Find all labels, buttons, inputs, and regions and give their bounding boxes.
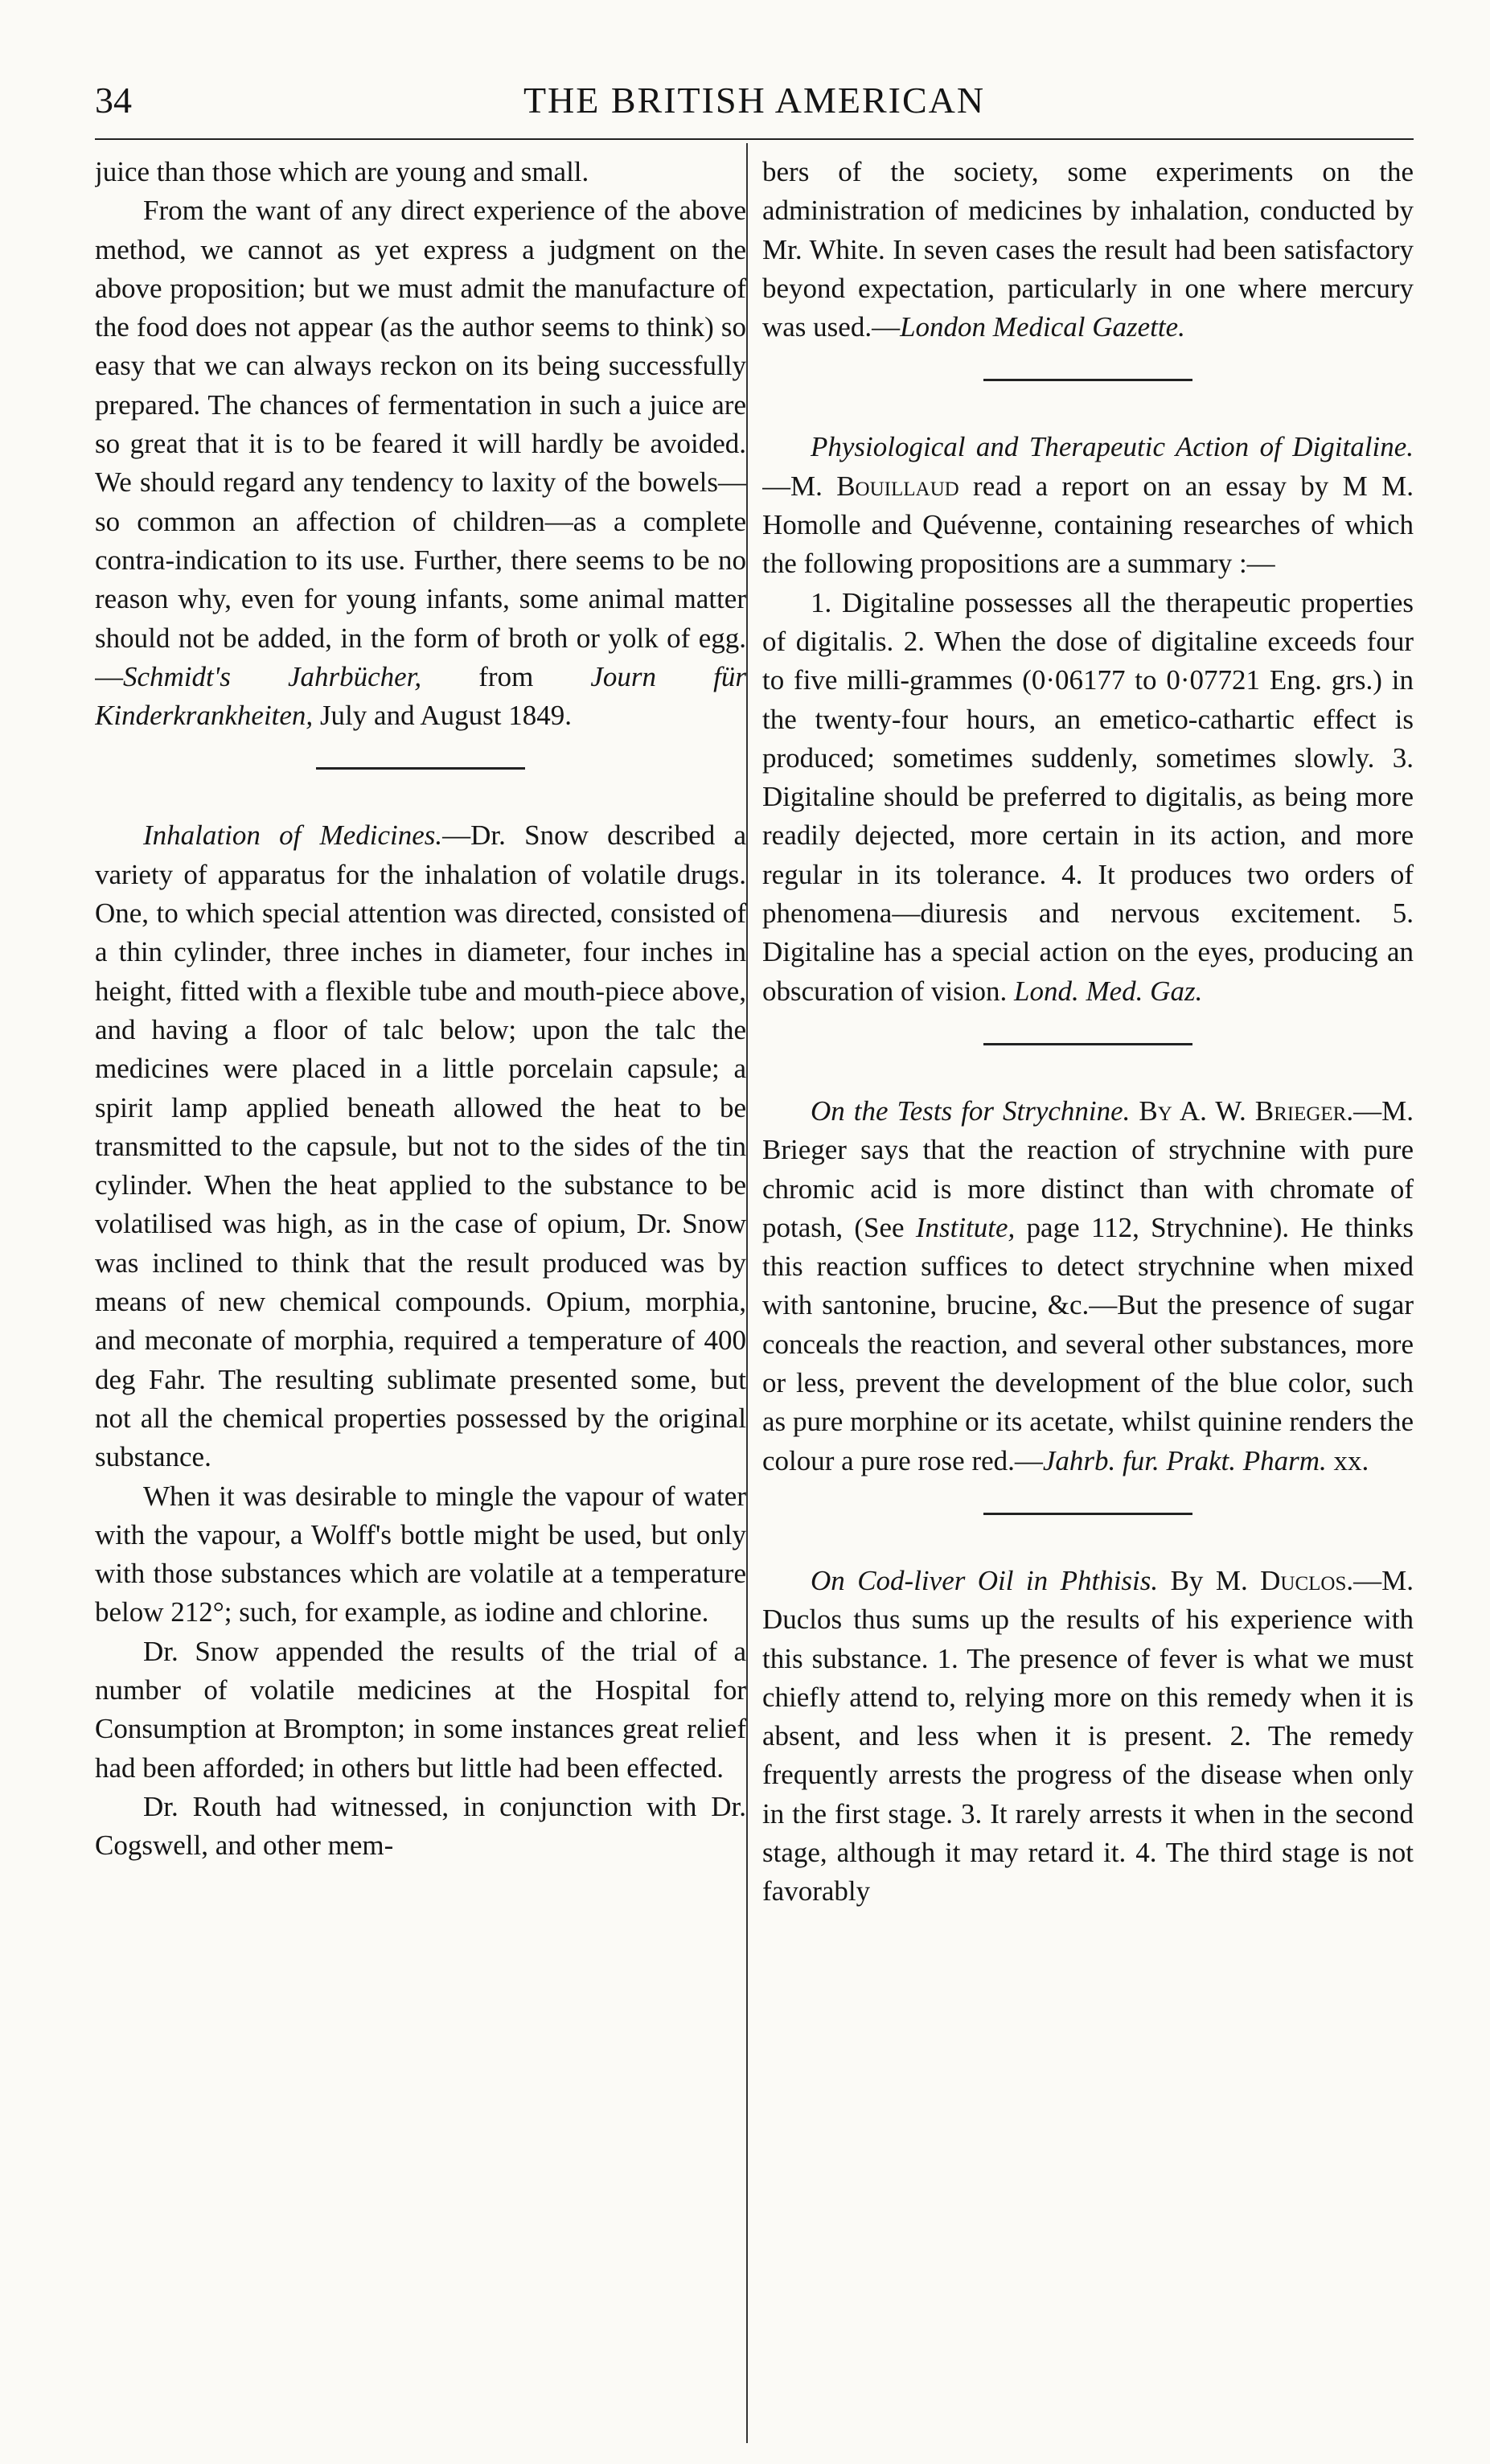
section-rule bbox=[983, 1043, 1192, 1045]
inhalation-paragraph-4: Dr. Routh had witnessed, in conjunction with Dr. Cogswell, and other mem- bbox=[95, 1790, 746, 1862]
food-commentary-paragraph bbox=[95, 191, 746, 735]
article-title-digitaline: Physiological and Therapeutic Action of Digitaline. bbox=[811, 431, 1414, 463]
strychnine-text-2: page 112, Strychnine). He thinks this reaction suffices to detect strychnine when mixed with santonine, brucine, &c.—But the presence of sugar conceals the reaction, and several other substances, more or less, prevent the development of the blue color, such as pure morphine or its acetate, whilst quinine renders the colour a pure rose red.— bbox=[762, 1211, 1414, 1476]
inhalation-paragraph-2: When it was desirable to mingle the vapour of water with the vapour, a Wolff's bottle might be used, but only with those substances which are volatile at a temperature below 212°; such, for example, as iodine and chlorine. bbox=[95, 1480, 746, 1628]
article-author: By A. W. Brieger. bbox=[1130, 1094, 1354, 1127]
strychnine-article-paragraph bbox=[762, 1092, 1414, 1480]
digitaline-propositions-text: 1. Digitaline possesses all the therapeutic properties of digitalis. 2. When the dose of digitaline exceeds four to five milli-grammes (0·06177 to 0·07721 Eng. grs.) in the twenty-four hours, an emetico-cathartic effect is produced; sometimes suddenly, sometimes slowly. 3. Digitaline should be preferred to digitalis, as being more readily dejected, more certain in its action, and more regular in its tolerance. 4. It produces two orders of phenomena—diuresis and nervous excitement. 5. Digitaline has a special action on the eyes, producing an obscuration of vision. bbox=[762, 586, 1414, 1007]
inhalation-continued-text: bers of the society, some experiments on the administration of medicines by inhalation, conducted by Mr. White. In seven cases the result had been satisfactory beyond expectation, particularly in one where mercury was used.— bbox=[762, 156, 1414, 343]
section-rule bbox=[983, 1513, 1192, 1515]
reference-institute: Institute, bbox=[915, 1211, 1016, 1243]
continued-paragraph: juice than those which are young and small. bbox=[95, 156, 589, 187]
article-title-codliver: On Cod-liver Oil in Phthisis. bbox=[811, 1564, 1159, 1596]
source-journal: Journ für Kinderkrankheiten, bbox=[95, 660, 746, 732]
right-column bbox=[762, 153, 1414, 2437]
page-number: 34 bbox=[95, 80, 132, 121]
strychnine-text-1: —M. Brieger says that the reaction of strychnine with pure chromic acid is more distinct than with chromate of potash, (See bbox=[762, 1094, 1414, 1243]
codliver-article-paragraph bbox=[762, 1562, 1414, 1912]
article-title-strychnine: On the Tests for Strychnine. bbox=[811, 1094, 1131, 1127]
article-title-inhalation: Inhalation of Medicines. bbox=[143, 819, 443, 852]
food-commentary-text: From the want of any direct experience of the above method, we cannot as yet express a judgment on the above proposition; but we must admit the manufacture of the food does not appear (as the author seems to think) so easy that we can always reckon on its being successfully prepared. The chances of fermentation in such a juice are so great that it is to be feared it will hardly be avoided. We should regard any tendency to laxity of the bowels—so common an affection of children—as a complete contra-indication to its use. Further, there seems to be no reason why, even for young infants, some animal matter should not be added, in the form of broth or yolk of egg.— bbox=[95, 195, 746, 692]
page-header bbox=[95, 74, 1414, 130]
digitaline-propositions-paragraph bbox=[762, 584, 1414, 1011]
running-title: THE BRITISH AMERICAN bbox=[523, 80, 986, 121]
citation-connector: from bbox=[421, 660, 591, 692]
header-rule bbox=[95, 138, 1414, 140]
source-citation: Lond. Med. Gaz. bbox=[1014, 975, 1203, 1007]
left-column bbox=[95, 153, 746, 2437]
section-rule bbox=[983, 379, 1192, 381]
author-prefix: By M. bbox=[1158, 1564, 1261, 1596]
source-citation: Jahrb. fur. Prakt. Pharm. bbox=[1042, 1444, 1327, 1476]
section-rule bbox=[316, 767, 525, 770]
digitaline-article-paragraph bbox=[762, 428, 1414, 583]
digitaline-intro-text: read a report on an essay by M M. Homolle and Quévenne, containing researches of which the following propositions are a summary :— bbox=[762, 470, 1414, 580]
source-date: July and August 1849. bbox=[313, 700, 573, 732]
source-citation: London Medical Gazette. bbox=[900, 311, 1185, 343]
source-volume: xx. bbox=[1326, 1444, 1369, 1476]
inhalation-paragraph-3: Dr. Snow appended the results of the trial of a number of volatile medicines at the Hospital for Consumption at Brompton; in some instances great relief had been afforded; in others but little had been effected. bbox=[95, 1635, 746, 1784]
continued-paragraph bbox=[762, 153, 1414, 347]
source-citation: Schmidt's Jahrbücher, bbox=[123, 660, 422, 692]
article-author: Duclos. bbox=[1260, 1564, 1354, 1596]
codliver-text: —M. Duclos thus sums up the results of his experience with this substance. 1. The presence of fever is what we must chiefly attend to, relying more on this remedy when it is absent, and less when it is present. 2. The remedy frequently arrests the progress of the disease when only in the first stage. 3. It rarely arrests it when in the second stage, although it may retard it. 4. The third stage is not favorably bbox=[762, 1564, 1414, 1908]
inhalation-article-paragraph bbox=[95, 816, 746, 1476]
article-author: —M. Bouillaud bbox=[762, 470, 959, 502]
column-divider bbox=[746, 143, 748, 2443]
inhalation-text: —Dr. Snow described a variety of apparatus for the inhalation of volatile drugs. One, to which special attention was directed, consisted of a thin cylinder, three inches in diameter, four inches in height, fitted with a flexible tube and mouth-piece above, and having a floor of talc below; upon the talc the medicines were placed in a little porcelain capsule; a spirit lamp applied beneath allowed the heat to be transmitted to the capsule, but not to the sides of the tin cylinder. When the heat applied to the substance to be volatilised was high, as in the case of opium, Dr. Snow was inclined to think that the result produced was by means of new chemical compounds. Opium, morphia, and meconate of morphia, required a temperature of 400 deg Fahr. The resulting sublimate presented some, but not all the chemical properties possessed by the original substance. bbox=[95, 819, 746, 1473]
